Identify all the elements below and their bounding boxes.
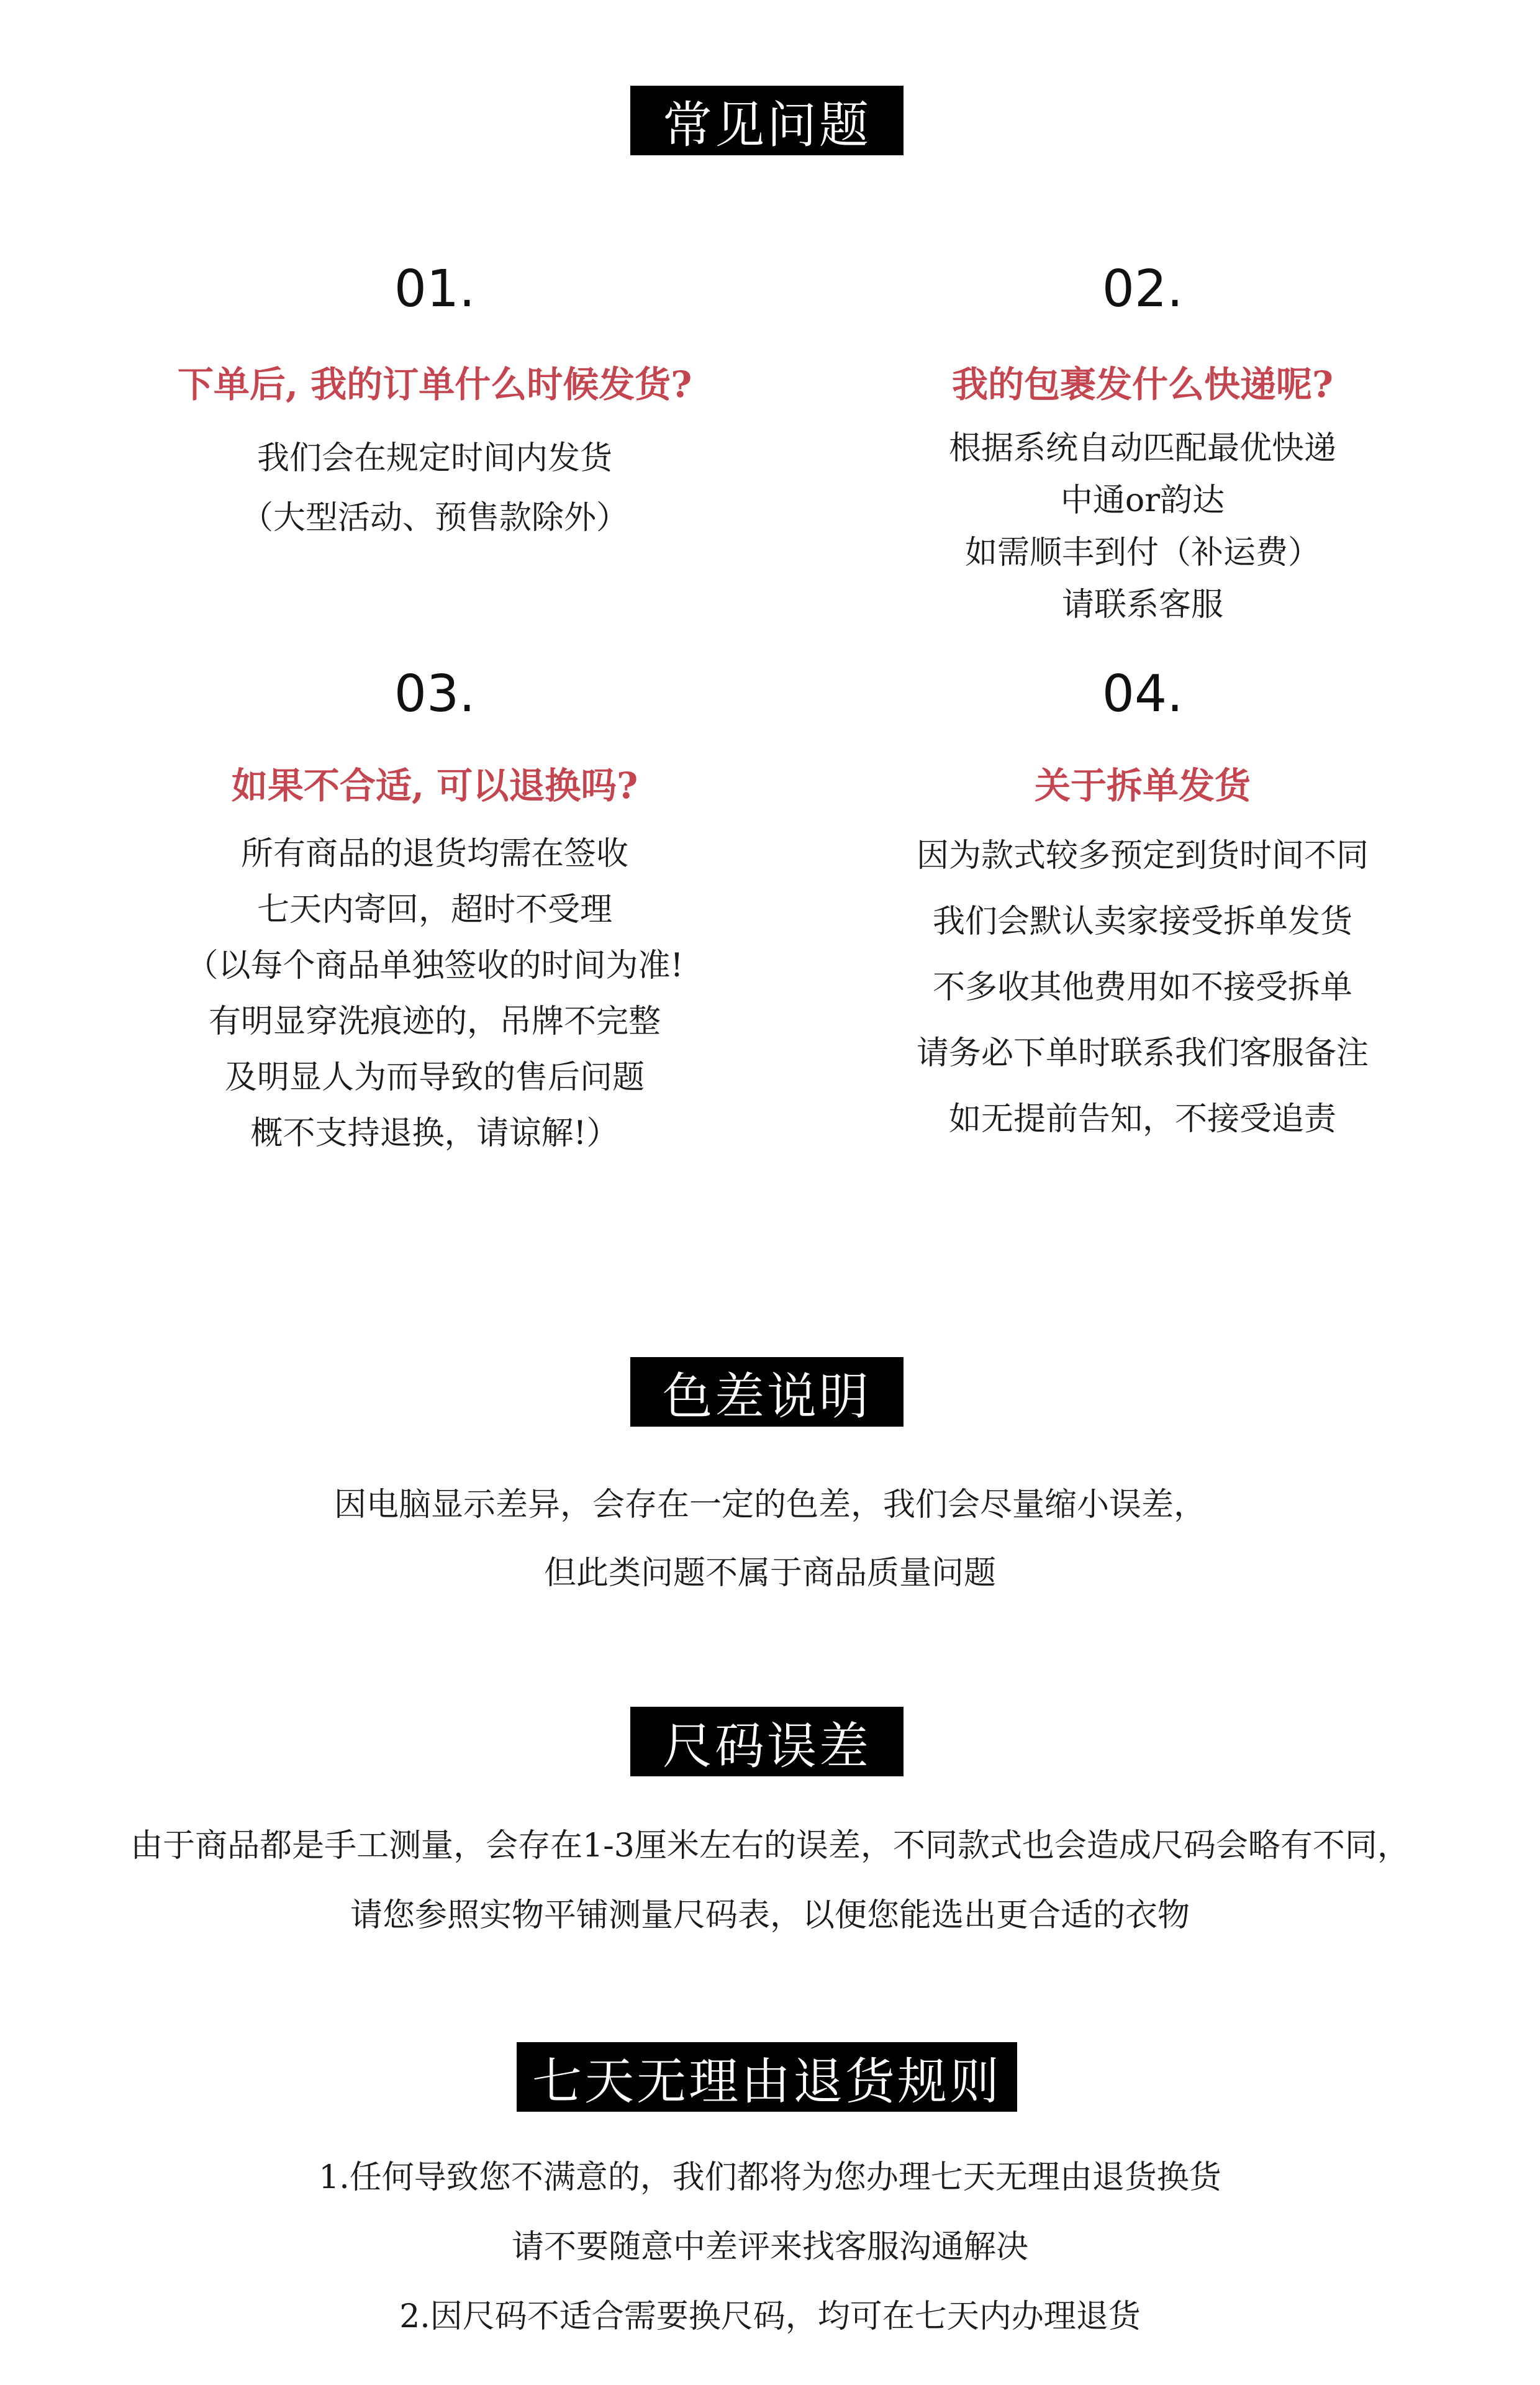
- faq-answer-04-line: 因为款式较多预定到货时间不同: [916, 837, 1369, 874]
- faq-answer-02-line: 请联系客服: [1061, 586, 1223, 624]
- faq-number-03: 03.: [394, 665, 476, 724]
- faq-answer-04-line: 我们会默认卖家接受拆单发货: [932, 903, 1352, 940]
- size-note-text: [0, 1811, 1540, 1950]
- color-note-banner: [630, 1357, 904, 1427]
- faq-answer-02-line: 如需顺丰到付（补运费）: [964, 534, 1320, 571]
- faq-answer-03-line: 所有商品的退货均需在签收: [240, 835, 628, 873]
- faq-answer-02-line: 根据系统自动匹配最优快递: [948, 430, 1336, 467]
- color-note-title: 色差说明: [663, 1367, 871, 1425]
- faq-answer-01: [75, 429, 795, 548]
- faq-number-01: 01.: [394, 260, 476, 319]
- faq-answer-02-line: 中通or韵达: [1060, 482, 1225, 519]
- return-policy-line: 2.因尺码不适合需要换尺码，均可在七天内办理退货: [399, 2298, 1141, 2335]
- faq-answer-04-line: 不多收其他费用如不接受拆单: [932, 969, 1352, 1006]
- faq-answer-03-line: 及明显人为而导致的售后问题: [224, 1059, 645, 1096]
- faq-answer-04-line: 如无提前告知，不接受追责: [948, 1101, 1336, 1138]
- faq-banner: [630, 86, 904, 155]
- color-note-text: [0, 1471, 1540, 1607]
- return-policy-line: 请不要随意中差评来找客服沟通解决: [511, 2228, 1028, 2266]
- faq-question-02: 我的包裹发什么快递呢?: [952, 363, 1333, 406]
- faq-answer-02: [782, 422, 1503, 631]
- return-policy-banner: [517, 2042, 1017, 2112]
- size-note-title: 尺码误差: [663, 1717, 871, 1775]
- color-note-line: 因电脑显示差异，会存在一定的色差，我们会尽量缩小误差，: [333, 1486, 1206, 1524]
- faq-question-04: 关于拆单发货: [1034, 765, 1251, 807]
- faq-number-02: 02.: [1102, 260, 1184, 319]
- faq-answer-01-line: 我们会在规定时间内发货: [256, 440, 612, 477]
- size-note-banner: [630, 1707, 904, 1776]
- faq-answer-03-line: （以每个商品单独签收的时间为准!: [186, 947, 684, 984]
- faq-answer-03: [75, 826, 795, 1161]
- faq-answer-03-line: 七天内寄回，超时不受理: [256, 891, 612, 929]
- return-policy-text: [0, 2143, 1540, 2351]
- size-note-line: 由于商品都是手工测量，会存在1-3厘米左右的误差，不同款式也会造成尺码会略有不同，: [130, 1827, 1410, 1865]
- faq-answer-04: [782, 823, 1503, 1152]
- size-note-line: 请您参照实物平铺测量尺码表，以便您能选出更合适的衣物: [350, 1897, 1190, 1934]
- color-note-line: 但此类问题不属于商品质量问题: [543, 1555, 996, 1592]
- faq-question-03: 如果不合适, 可以退换吗?: [231, 765, 638, 807]
- faq-question-01: 下单后, 我的订单什么时候发货?: [177, 363, 692, 406]
- faq-number-04: 04.: [1102, 665, 1184, 724]
- return-policy-line: 1.任何导致您不满意的，我们都将为您办理七天无理由退货换货: [319, 2159, 1221, 2196]
- faq-title: 常见问题: [663, 96, 871, 154]
- faq-answer-03-line: 概不支持退换，请谅解!）: [250, 1115, 619, 1152]
- faq-answer-01-line: （大型活动、预售款除外）: [240, 499, 628, 537]
- faq-answer-03-line: 有明显穿洗痕迹的，吊牌不完整: [208, 1003, 661, 1040]
- return-policy-title: 七天无理由退货规则: [532, 2052, 1002, 2110]
- faq-answer-04-line: 请务必下单时联系我们客服备注: [916, 1035, 1369, 1072]
